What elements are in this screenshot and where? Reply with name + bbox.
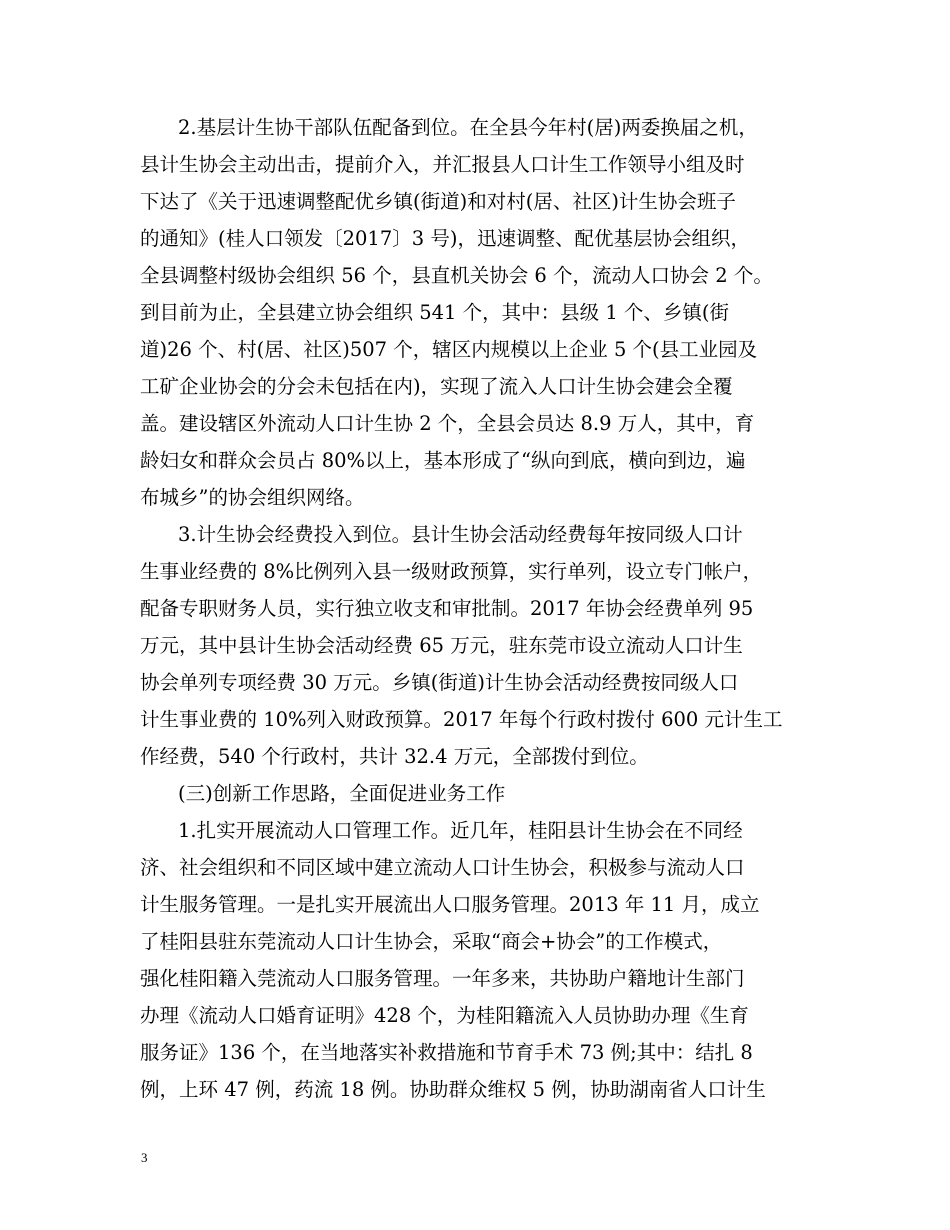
paragraph-line: 的通知》(桂人口领发〔2017〕3 号)，迅速调整、配优基层协会组织， xyxy=(140,227,750,250)
paragraph-line: 配备专职财务人员，实行独立收支和审批制。2017 年协会经费单列 95 xyxy=(140,597,754,620)
paragraph-line: 1.扎实开展流动人口管理工作。近几年，桂阳县计生协会在不同经 xyxy=(178,819,743,842)
paragraph-line: 2.基层计生协干部队伍配备到位。在全县今年村(居)两委换届之机， xyxy=(178,116,758,139)
paragraph-line: 办理《流动人口婚育证明》428 个，为桂阳籍流入人员协助办理《生育 xyxy=(140,1004,749,1027)
paragraph-line: 服务证》136 个，在当地落实补救措施和节育手术 73 例;其中：结扎 8 xyxy=(140,1041,753,1064)
paragraph-line: 协会单列专项经费 30 万元。乡镇(街道)计生协会活动经费按同级人口 xyxy=(140,671,739,694)
paragraph-line: 布城乡”的协会组织网络。 xyxy=(140,486,365,509)
paragraph-line: 盖。建设辖区外流动人口计生协 2 个，全县会员达 8.9 万人，其中，育 xyxy=(140,412,755,435)
paragraph-line: 作经费，540 个行政村，共计 32.4 万元，全部拨付到位。 xyxy=(140,745,649,768)
paragraph-line: 了桂阳县驻东莞流动人口计生协会，采取“商会+协会”的工作模式， xyxy=(140,930,723,953)
paragraph-line: 龄妇女和群众会员占 80%以上，基本形成了“纵向到底，横向到边，遍 xyxy=(140,449,746,472)
paragraph-line: 3.计生协会经费投入到位。县计生协会活动经费每年按同级人口计 xyxy=(178,523,743,546)
paragraph-line: 计生服务管理。一是扎实开展流出人口服务管理。2013 年 11 月，成立 xyxy=(140,893,760,916)
paragraph-line: 例，上环 47 例，药流 18 例。协助群众维权 5 例，协助湖南省人口计生 xyxy=(140,1078,766,1101)
paragraph-line: 全县调整村级协会组织 56 个，县直机关协会 6 个，流动人口协会 2 个。 xyxy=(140,264,773,287)
paragraph-line: 到目前为止，全县建立协会组织 541 个，其中：县级 1 个、乡镇(街 xyxy=(140,301,730,324)
paragraph-line: 济、社会组织和不同区域中建立流动人口计生协会，积极参与流动人口 xyxy=(140,856,745,879)
paragraph-line: 强化桂阳籍入莞流动人口服务管理。一年多来，共协助户籍地计生部门 xyxy=(140,967,745,990)
paragraph-line: 下达了《关于迅速调整配优乡镇(街道)和对村(居、社区)计生协会班子 xyxy=(140,190,736,213)
paragraph-line: 计生事业费的 10%列入财政预算。2017 年每个行政村拨付 600 元计生工 xyxy=(140,708,783,731)
paragraph-line: 工矿企业协会的分会未包括在内)，实现了流入人口计生协会建会全覆 xyxy=(140,375,733,398)
paragraph-line: 县计生协会主动出击，提前介入，并汇报县人口计生工作领导小组及时 xyxy=(140,153,745,176)
paragraph-line: 道)26 个、村(居、社区)507 个，辖区内规模以上企业 5 个(县工业园及 xyxy=(140,338,758,361)
paragraph-line: 生事业经费的 8%比例列入县一级财政预算，实行单列，设立专门帐户， xyxy=(140,560,763,583)
section-heading: (三)创新工作思路，全面促进业务工作 xyxy=(178,782,506,805)
page-number: 3 xyxy=(141,1150,148,1165)
paragraph-line: 万元，其中县计生协会活动经费 65 万元，驻东莞市设立流动人口计生 xyxy=(140,634,743,657)
